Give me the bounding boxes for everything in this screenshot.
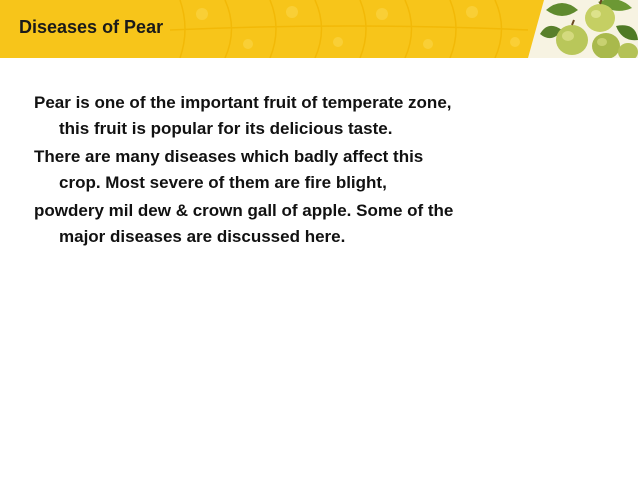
page-title: Diseases of Pear: [19, 17, 164, 37]
body-paragraph: Pear is one of the important fruit of temperate zone, this fruit is popular for its delicious taste.: [34, 93, 452, 138]
banner-pattern: [170, 0, 530, 58]
body-paragraph: powdery mil dew & crown gall of apple. Some of the major diseases are discussed here.: [34, 201, 454, 246]
pear-fruit-image: [528, 0, 638, 58]
header-banner: [0, 0, 638, 58]
body-text: [34, 90, 454, 252]
body-paragraph: There are many diseases which badly affect this crop. Most severe of them are fire blight,: [34, 147, 424, 192]
